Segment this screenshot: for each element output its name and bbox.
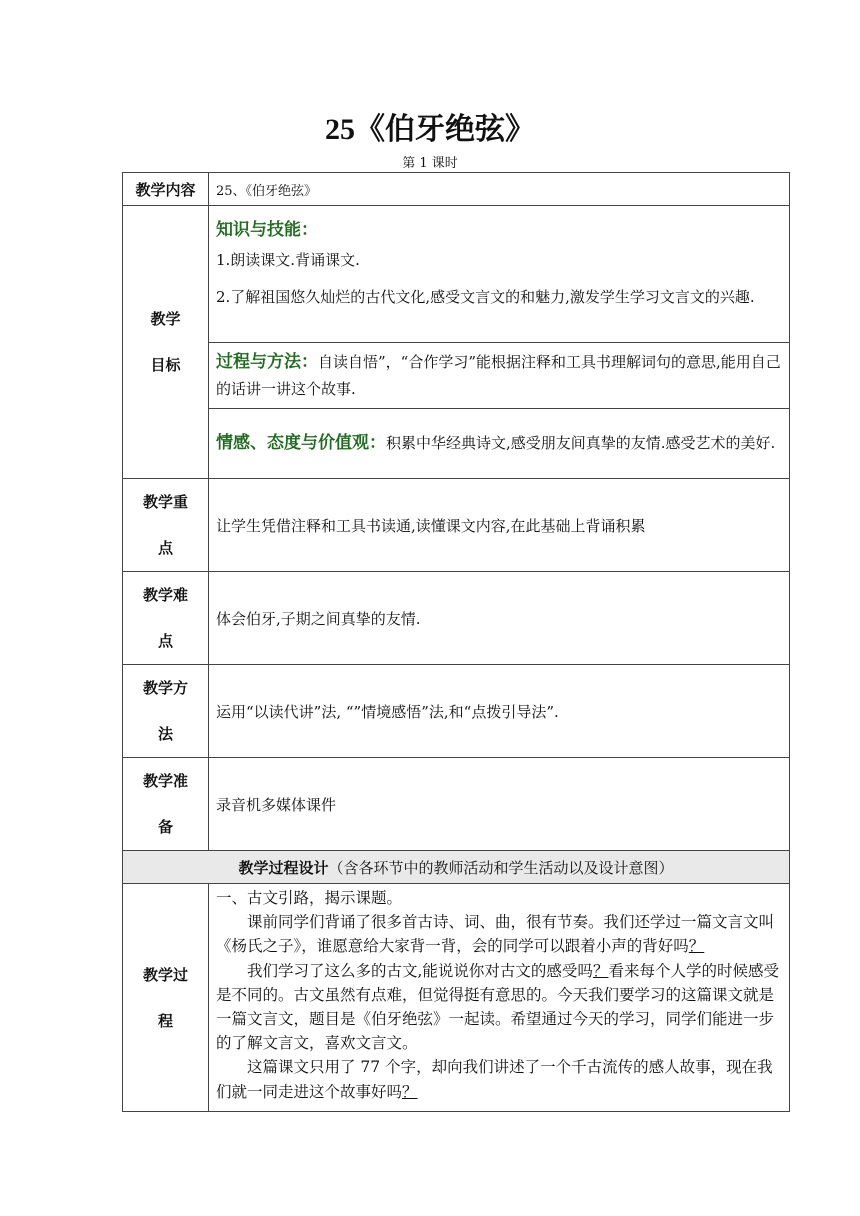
emotion-heading: 情感、态度与价值观： [216, 433, 386, 453]
row-key-points [123, 479, 790, 572]
methods-label [123, 665, 209, 758]
process-paragraph-4-text: 这篇课文只用了 77 个字，却向我们讲述了一个千古流传的感人故事，现在我们就一同走进这个故事好吗 [216, 1058, 773, 1101]
teaching-goals-label [123, 206, 209, 479]
lesson-plan-table [122, 172, 790, 1112]
design-header-cell [123, 851, 790, 884]
row-methods [123, 665, 790, 758]
label-line-1: 教学重 [142, 493, 188, 511]
teaching-content-value: 25、《伯牙绝弦》 [209, 173, 790, 206]
label-line-2: 程 [157, 1011, 173, 1030]
goals-process-cell [209, 343, 790, 409]
key-points-value: 让学生凭借注释和工具书读通,读懂课文内容,在此基础上背诵积累 [209, 479, 790, 572]
knowledge-item-2: 2.了解祖国悠久灿烂的古代文化,感受文言文的和魅力,激发学生学习文言文的兴趣. [216, 288, 755, 306]
goals-knowledge-cell [209, 206, 790, 343]
label-line-2: 目标 [150, 356, 181, 374]
knowledge-heading: 知识与技能： [216, 220, 318, 240]
label-line-2: 法 [157, 725, 173, 743]
question-mark: ？ [402, 1082, 418, 1101]
process-paragraph-4 [216, 1055, 782, 1103]
label-line-1: 教学过 [142, 965, 188, 984]
row-goals-knowledge [123, 206, 790, 343]
knowledge-item-1: 1.朗读课文.背诵课文. [216, 251, 360, 269]
label-line-1: 教学方 [142, 679, 188, 697]
process-paragraph-1: 一、古文引路，揭示课题。 [216, 889, 403, 907]
preparation-value: 录音机多媒体课件 [209, 758, 790, 851]
label-line-1: 教学 [150, 310, 181, 328]
label-line-2: 点 [157, 539, 173, 557]
teaching-content-label: 教学内容 [123, 173, 209, 206]
process-body [209, 884, 790, 1112]
preparation-label [123, 758, 209, 851]
question-mark: ？ [688, 937, 705, 956]
row-design-header [123, 851, 790, 884]
lesson-period: 第 1 课时 [402, 156, 458, 171]
label-line-1: 教学难 [142, 586, 188, 604]
process-paragraph-2 [216, 910, 782, 958]
row-teaching-content [123, 173, 790, 206]
methods-value: 运用“以读代讲”法, “”情境感悟”法,和“点拨引导法”. [209, 665, 790, 758]
key-points-label [123, 479, 209, 572]
process-paragraph-3-text-b: 看来每个人学的时候感受是不同的。古文虽然有点难，但觉得挺有意思的。今天我们要学习的这篇课文就是一篇文言文，题目是《伯牙绝弦》一起读。希望通过今天的学习，同学们能进一步的了解文言文，喜欢文言文。 [216, 961, 779, 1053]
goals-emotion-cell [209, 409, 790, 479]
row-goals-emotion [123, 409, 790, 479]
process-label [123, 884, 209, 1112]
process-heading: 过程与方法： [216, 351, 318, 372]
label-line-1: 教学准 [142, 772, 188, 790]
process-paragraph-3 [216, 959, 782, 1056]
design-header-bold: 教学过程设计 [238, 858, 329, 877]
page-title: 25《伯牙绝弦》 [325, 113, 535, 146]
design-header-rest: （含各环节中的教师活动和学生活动以及设计意图） [328, 858, 674, 877]
question-mark: ？ [592, 961, 609, 980]
difficulties-value: 体会伯牙,子期之间真挚的友情. [209, 572, 790, 665]
label-line-2: 点 [157, 632, 173, 650]
row-process [123, 884, 790, 1112]
process-paragraph-3-text-a: 我们学习了这么多的古文,能说说你对古文的感受吗 [247, 961, 593, 980]
row-preparation [123, 758, 790, 851]
row-difficulties [123, 572, 790, 665]
difficulties-label [123, 572, 209, 665]
process-paragraph-2-text: 课前同学们背诵了很多首古诗、词、曲，很有节奏。我们还学过一篇文言文叫《杨氏之子》，谁愿意给大家背一背，会的同学可以跟着小声的背好吗 [216, 913, 775, 956]
process-text: 自读自悟”，“合作学习”能根据注释和工具书理解词句的意思,能用自己的话讲一讲这个故事. [216, 352, 781, 398]
row-goals-process [123, 343, 790, 409]
emotion-text: 积累中华经典诗文,感受朋友间真挚的友情.感受艺术的美好. [386, 434, 776, 452]
label-line-2: 备 [157, 818, 173, 836]
